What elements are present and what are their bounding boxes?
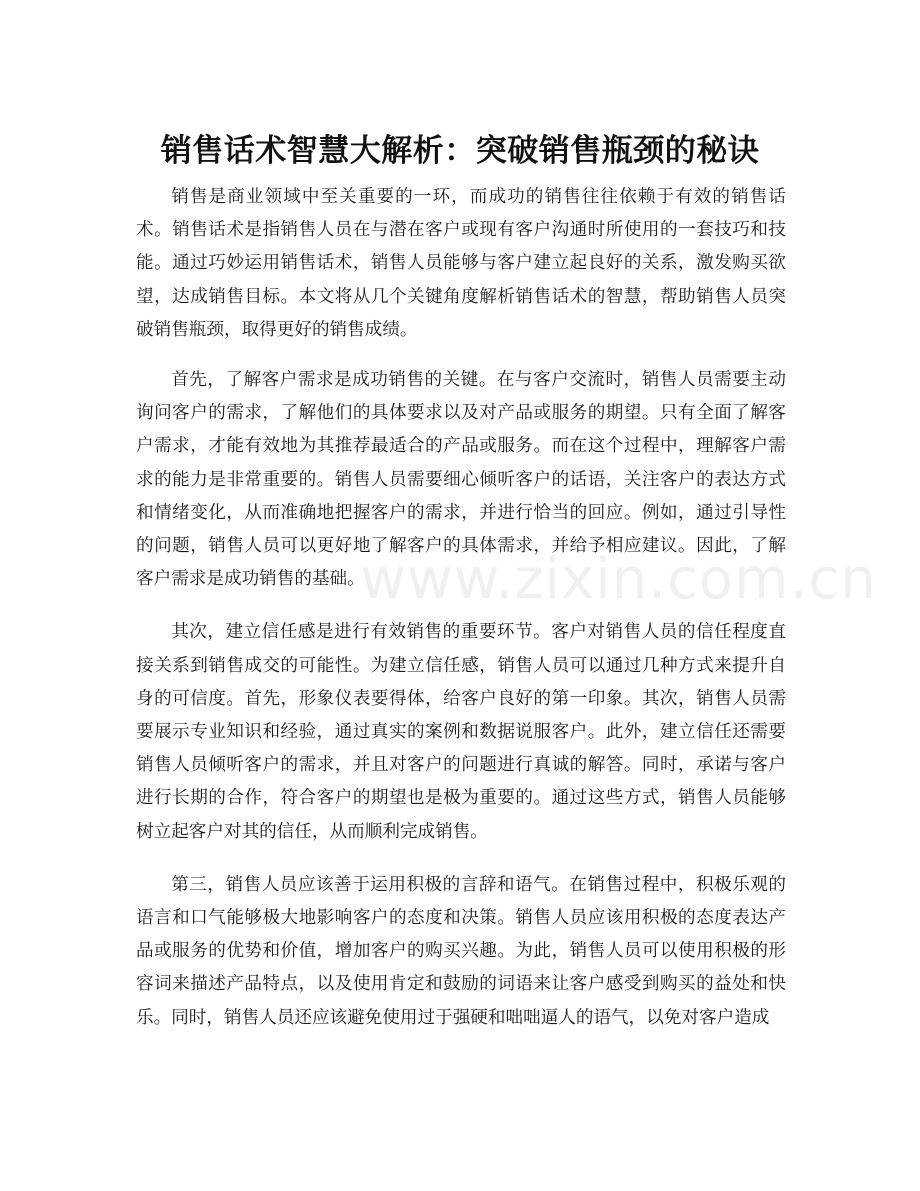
paragraph-intro: 销售是商业领域中至关重要的一环，而成功的销售往往依赖于有效的销售话术。销售话术是指销售人员在与潜在客户或现有客户沟通时所使用的一套技巧和技能。通过巧妙运用销售话术，销售人员能够与客户建立起良好的关系，激发购买欲望，达成销售目标。本文将从几个关键角度解析销售话术的智慧，帮助销售人员突破销售瓶颈，取得更好的销售成绩。 <box>136 187 786 340</box>
paragraph-trust: 其次，建立信任感是进行有效销售的重要环节。客户对销售人员的信任程度直接关系到销售成交的可能性。为建立信任感，销售人员可以通过几种方式来提升自身的可信度。首先，形象仪表要得体，给客户良好的第一印象。其次，销售人员需要展示专业知识和经验，通过真实的案例和数据说服客户。此外，建立信任还需要销售人员倾听客户的需求，并且对客户的问题进行真诚的解答。同时，承诺与客户进行长期的合作，符合客户的期望也是极为重要的。通过这些方式，销售人员能够树立起客户对其的信任，从而顺利完成销售。 <box>136 622 786 842</box>
paragraph-positive-language: 第三，销售人员应该善于运用积极的言辞和语气。在销售过程中，积极乐观的语言和口气能够极大地影响客户的态度和决策。销售人员应该用积极的态度表达产品或服务的优势和价值，增加客户的购买兴趣。为此，销售人员可以使用积极的形容词来描述产品特点，以及使用肯定和鼓励的词语来让客户感受到购买的益处和快乐。同时，销售人员还应该避免使用过于强硬和咄咄逼人的语气，以免对客户造成 <box>136 874 786 1028</box>
paragraph-customer-needs: 首先，了解客户需求是成功销售的关键。在与客户交流时，销售人员需要主动询问客户的需求，了解他们的具体要求以及对产品或服务的期望。只有全面了解客户需求，才能有效地为其推荐最适合的产品或服务。而在这个过程中，理解客户需求的能力是非常重要的。销售人员需要细心倾听客户的话语，关注客户的表达方式和情绪变化，从而准确地把握客户的需求，并进行恰当的回应。例如，通过引导性的问题，销售人员可以更好地了解客户的具体需求，并给予相应建议。因此，了解客户需求是成功销售的基础。 <box>136 370 786 590</box>
watermark-text: www.zixin.com.cn <box>360 547 877 612</box>
document-title: 销售话术智慧大解析：突破销售瓶颈的秘诀 <box>160 132 760 169</box>
document-body <box>136 181 786 1055</box>
